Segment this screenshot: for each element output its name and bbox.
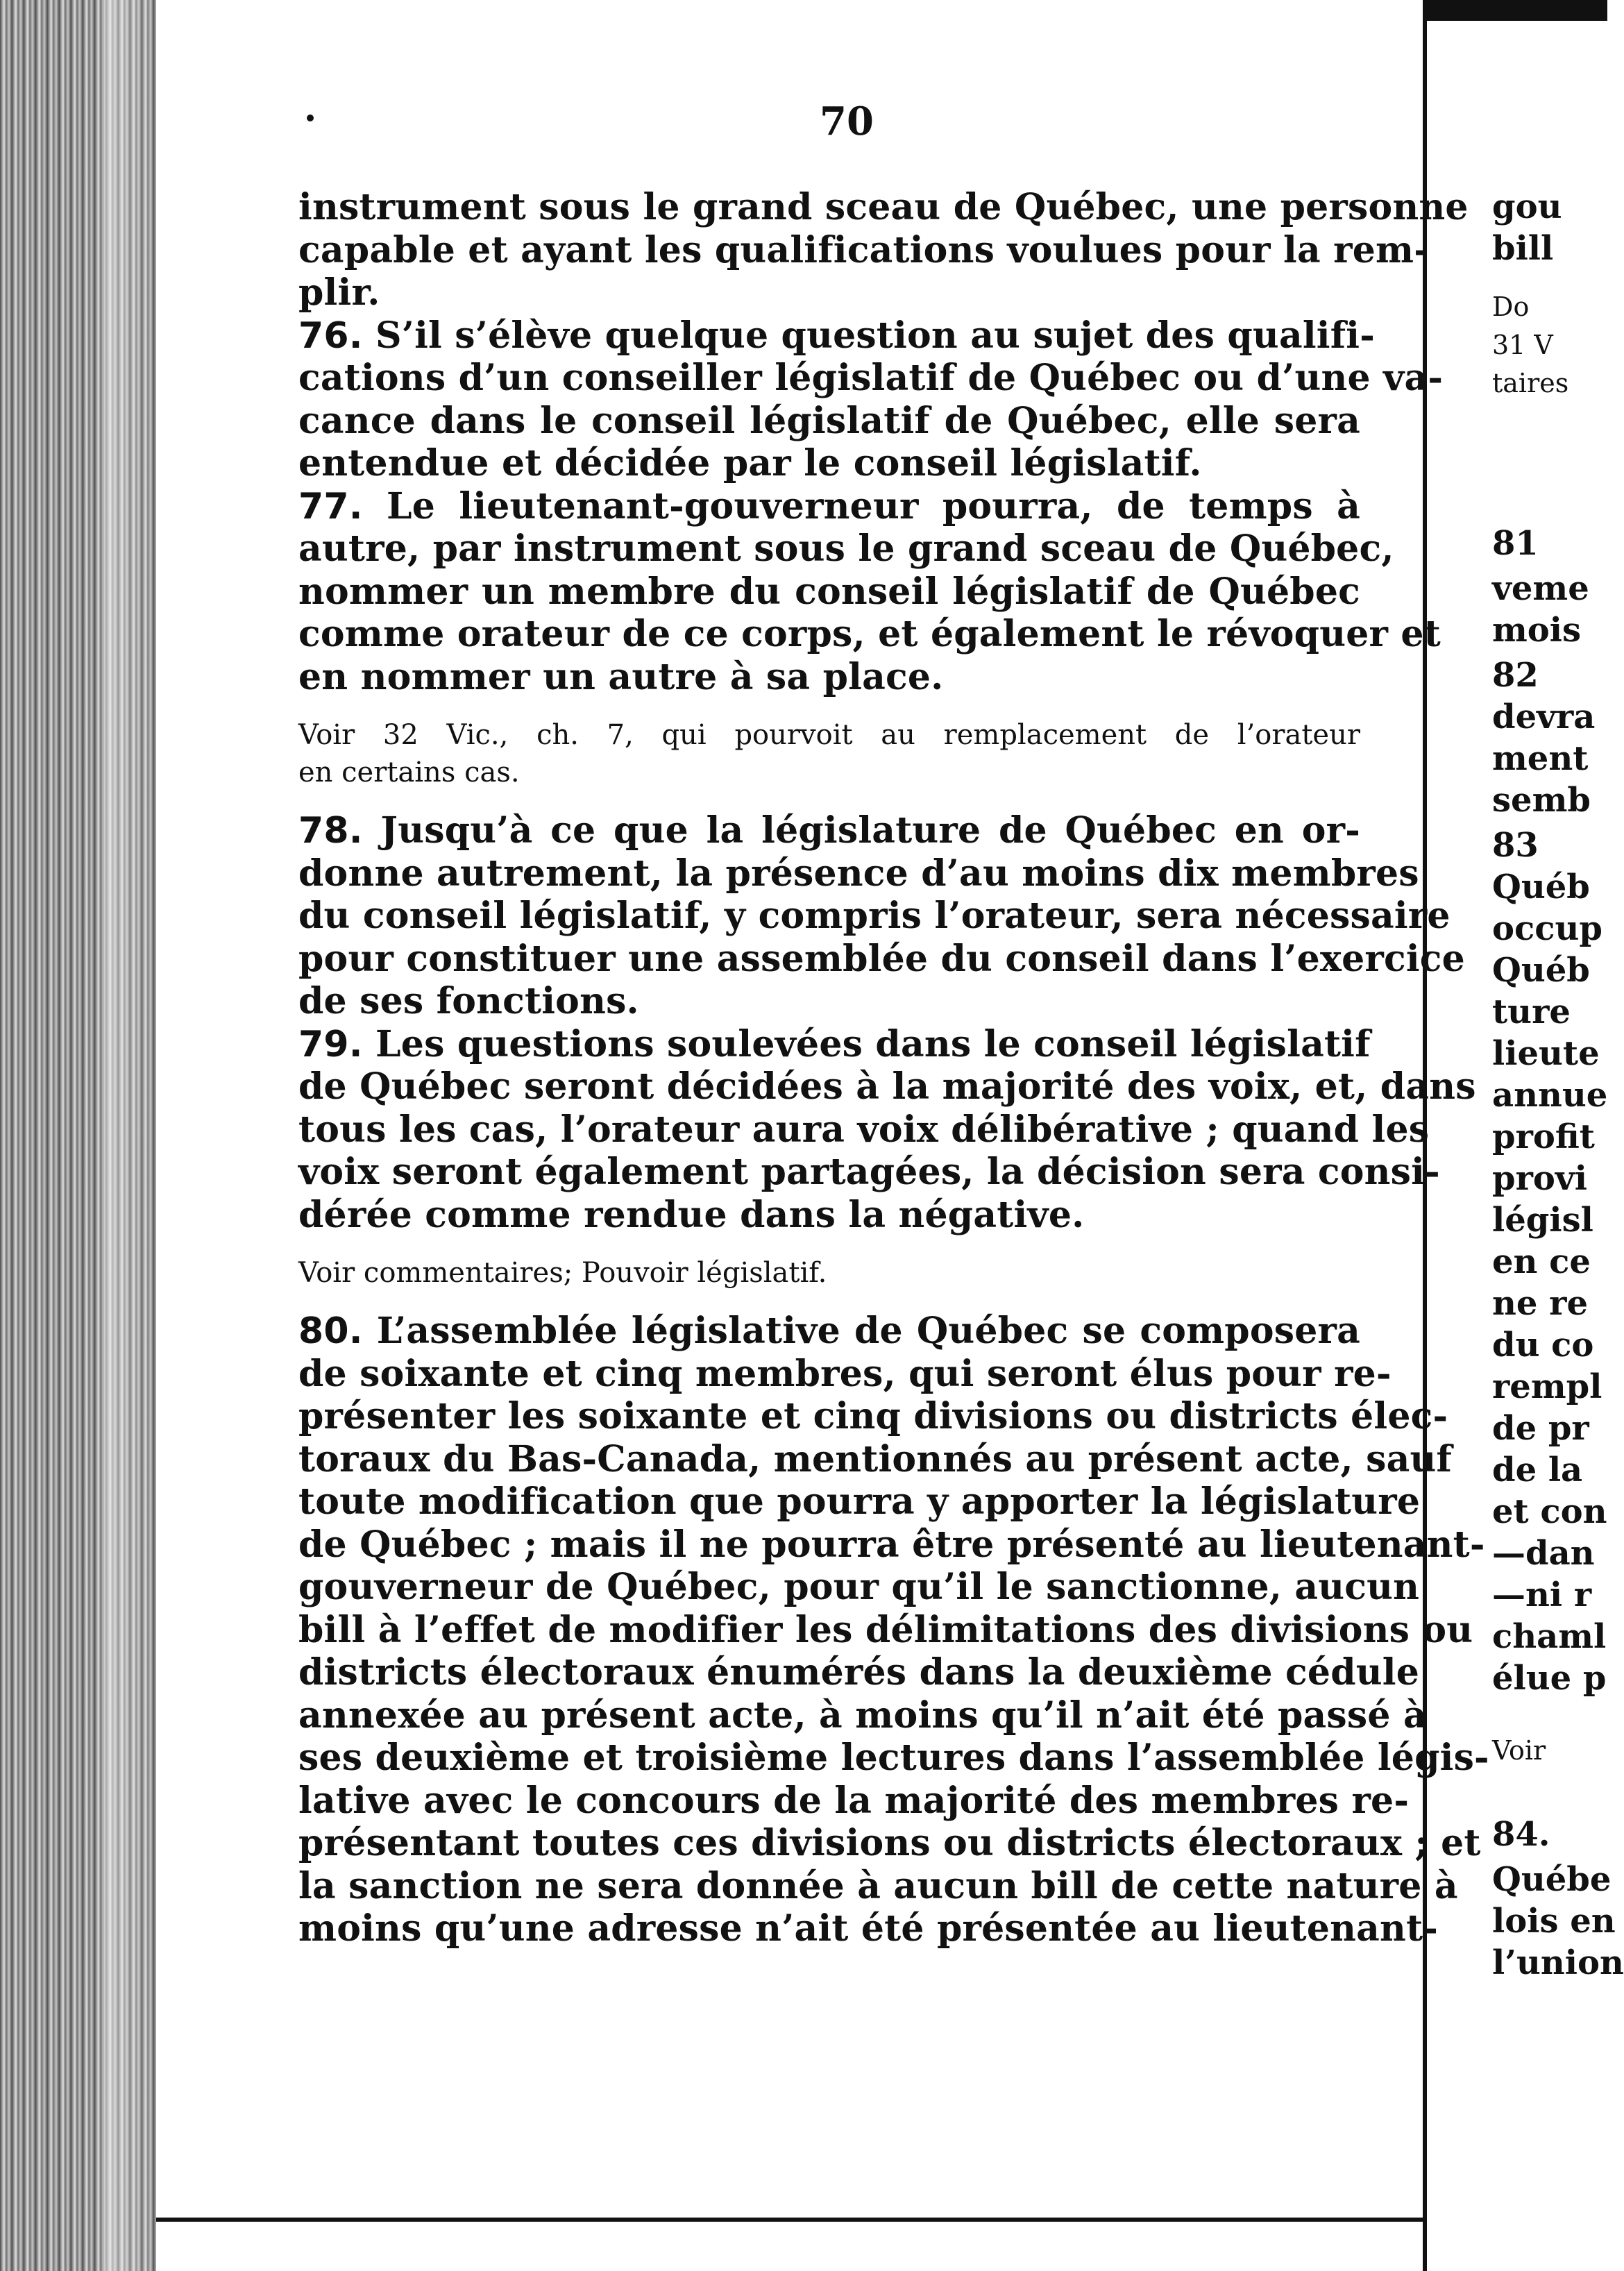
text-line <box>298 613 1441 656</box>
text-line <box>298 1779 1410 1823</box>
line-text: voix seront également partagées, la décision sera consi- <box>298 1151 1440 1193</box>
line-text: toraux du Bas-Canada, mentionnés au présent acte, sauf <box>298 1437 1453 1480</box>
line-text: de Québec seront décidées à la majorité des voix, et, dans <box>298 1065 1476 1108</box>
next-page-fragment: gou <box>1492 187 1562 226</box>
text-line <box>298 1694 1427 1737</box>
text-line <box>298 1523 1485 1567</box>
text-line <box>298 271 1360 314</box>
next-page-fragment: Québe <box>1492 1860 1612 1899</box>
next-page-fragment: Voir <box>1492 1735 1546 1766</box>
next-page-fragment: 84. <box>1492 1815 1550 1854</box>
next-page-fragment: —ni r <box>1492 1576 1592 1614</box>
next-page-fragment: en ce <box>1492 1242 1591 1281</box>
line-text: S’il s’élève quelque question au sujet des qualifi- <box>362 314 1376 357</box>
line-text: toute modification que pourra y apporter la législature <box>298 1480 1421 1523</box>
next-page-fragment: occup <box>1492 909 1602 948</box>
article-number: 76. <box>298 314 363 357</box>
line-text: plir. <box>298 271 380 314</box>
line-text: ses deuxième et troisième lectures dans l’assemblée légis- <box>298 1737 1489 1779</box>
next-page-fragment: mois <box>1492 611 1582 650</box>
page-bottom-edge <box>156 2218 1427 2222</box>
text-line <box>298 1022 1371 1066</box>
paragraph-gap <box>298 791 1360 809</box>
next-page-fragment: chaml <box>1492 1617 1607 1656</box>
next-page-fragment: devra <box>1492 698 1596 736</box>
note-line: en certains cas. <box>298 757 520 788</box>
article-number: 80. <box>298 1310 363 1352</box>
text-line <box>298 1566 1420 1609</box>
text-line <box>298 400 1360 443</box>
text-line <box>298 1151 1440 1194</box>
text-line <box>298 1907 1439 1950</box>
next-page-fragment: 31 V <box>1492 330 1553 360</box>
text-line <box>298 314 1376 357</box>
article-number: 78. <box>298 810 363 852</box>
paragraph-gap <box>298 698 1360 716</box>
article-number: 77. <box>298 485 363 527</box>
next-page-fragment: ture <box>1492 993 1571 1031</box>
next-page-fragment: ment <box>1492 739 1589 778</box>
book-spine-shadow <box>0 0 156 2271</box>
next-page-fragment: provi <box>1492 1159 1587 1198</box>
next-page-fragment: lois en <box>1492 1902 1616 1941</box>
line-text: annexée au présent acte, à moins qu’il n’ait été passé à <box>298 1694 1427 1737</box>
line-text: entendue et décidée par le conseil législatif. <box>298 442 1202 484</box>
next-page-fragment: du co <box>1492 1326 1594 1365</box>
text-line <box>298 527 1394 571</box>
text-line <box>298 937 1465 981</box>
line-text: présenter les soixante et cinq divisions ou districts élec- <box>298 1395 1448 1437</box>
text-line <box>298 1194 1360 1237</box>
line-text: Le lieutenant-gouverneur pourra, de temps à <box>362 484 1360 527</box>
line-text: gouverneur de Québec, pour qu’il le sanctionne, aucun <box>298 1566 1420 1608</box>
text-line <box>298 357 1444 400</box>
text-line <box>298 809 1360 852</box>
next-page-fragment: l’union <box>1492 1943 1624 1982</box>
next-page-fragment: et con <box>1492 1492 1607 1531</box>
ink-dot <box>307 115 314 121</box>
line-text: cations d’un conseiller législatif de Québec ou d’une va- <box>298 357 1444 399</box>
next-page-fragment: semb <box>1492 781 1591 820</box>
text-line <box>298 1608 1473 1652</box>
next-page-fragment: de pr <box>1492 1409 1589 1448</box>
text-line <box>298 1822 1481 1865</box>
line-text: la sanction ne sera donnée à aucun bill de cette nature à <box>298 1864 1458 1907</box>
text-line <box>298 228 1430 272</box>
paragraph-gap <box>298 1292 1360 1310</box>
next-page-fragment: rempl <box>1492 1367 1602 1406</box>
line-text: districts électoraux énumérés dans la deuxième cédule <box>298 1651 1420 1694</box>
line-text: de soixante et cinq membres, qui seront élus pour re- <box>298 1352 1392 1395</box>
next-page-fragment: ne re <box>1492 1284 1588 1323</box>
page-gutter-top <box>1423 0 1607 21</box>
line-text: en nommer un autre à sa place. <box>298 655 944 698</box>
next-page-fragment: Québ <box>1492 868 1590 906</box>
text-line <box>298 656 1360 699</box>
text-line <box>298 186 1469 229</box>
line-text: L’assemblée législative de Québec se composera <box>362 1310 1360 1352</box>
text-line <box>298 1737 1489 1780</box>
line-text: du conseil législatif, y compris l’orateur, sera nécessaire <box>298 895 1450 937</box>
text-line <box>298 1395 1448 1438</box>
next-page-fragment: 83 <box>1492 826 1539 865</box>
line-text: nommer un membre du conseil législatif de Québec <box>298 570 1360 613</box>
next-page-fragment: annue <box>1492 1076 1608 1115</box>
next-page-fragment: législ <box>1492 1201 1593 1240</box>
text-line <box>298 980 1360 1023</box>
text-line <box>298 571 1360 614</box>
line-text: pour constituer une assemblée du conseil dans l’exercice <box>298 937 1465 980</box>
line-text: tous les cas, l’orateur aura voix délibérative ; quand les <box>298 1108 1430 1151</box>
main-text-column <box>298 186 1489 1950</box>
next-page-fragment: de la <box>1492 1451 1583 1489</box>
next-page-fragment: bill <box>1492 229 1554 268</box>
next-page-fragment: veme <box>1492 569 1589 608</box>
line-text: instrument sous le grand sceau de Québec, une personne <box>298 186 1469 228</box>
line-text: présentant toutes ces divisions ou districts électoraux ; et <box>298 1822 1481 1864</box>
line-text: cance dans le conseil législatif de Québec, elle sera <box>298 399 1360 442</box>
note-line: Voir 32 Vic., ch. 7, qui pourvoit au remplacement de l’orateur <box>298 719 1360 751</box>
next-page-fragment: taires <box>1492 368 1569 398</box>
paragraph-gap <box>298 1236 1360 1254</box>
text-line <box>298 895 1450 938</box>
line-text: donne autrement, la présence d’au moins dix membres <box>298 852 1419 895</box>
article-number: 79. <box>298 1023 363 1065</box>
line-text: bill à l’effet de modifier les délimitations des divisions ou <box>298 1608 1473 1651</box>
text-line <box>298 442 1360 485</box>
text-line <box>298 1480 1421 1523</box>
line-text: Les questions soulevées dans le conseil législatif <box>362 1022 1371 1065</box>
next-page-fragment: lieute <box>1492 1034 1600 1073</box>
text-line <box>298 1065 1476 1108</box>
text-line <box>298 1310 1360 1353</box>
next-page-fragment: Québ <box>1492 951 1590 990</box>
text-line <box>298 1651 1420 1694</box>
next-page-fragment: élue p <box>1492 1659 1607 1698</box>
line-text: dérée comme rendue dans la négative. <box>298 1193 1085 1236</box>
next-page-fragment: Do <box>1492 292 1530 322</box>
line-text: capable et ayant les qualifications voulues pour la rem- <box>298 228 1430 271</box>
line-text: de ses fonctions. <box>298 980 639 1022</box>
note-line: Voir commentaires; Pouvoir législatif. <box>298 1257 827 1289</box>
next-page-fragment: profit <box>1492 1117 1595 1156</box>
line-text: Jusqu’à ce que la législature de Québec en or- <box>362 809 1360 852</box>
text-line <box>298 1864 1458 1908</box>
text-line <box>298 485 1360 528</box>
text-line <box>298 1437 1453 1481</box>
line-text: lative avec le concours de la majorité des membres re- <box>298 1779 1410 1822</box>
next-page-fragment: 81 <box>1492 524 1539 563</box>
next-page-fragment: —dan <box>1492 1534 1595 1573</box>
text-line <box>298 1352 1392 1396</box>
page-number: 70 <box>820 99 874 144</box>
text-line <box>298 852 1419 895</box>
line-text: comme orateur de ce corps, et également le révoquer et <box>298 613 1441 655</box>
line-text: de Québec ; mais il ne pourra être présenté au lieutenant- <box>298 1523 1485 1566</box>
text-line <box>298 1108 1430 1151</box>
line-text: autre, par instrument sous le grand sceau de Québec, <box>298 527 1394 570</box>
line-text: moins qu’une adresse n’ait été présentée au lieutenant- <box>298 1907 1439 1950</box>
next-page-fragment: 82 <box>1492 656 1539 695</box>
